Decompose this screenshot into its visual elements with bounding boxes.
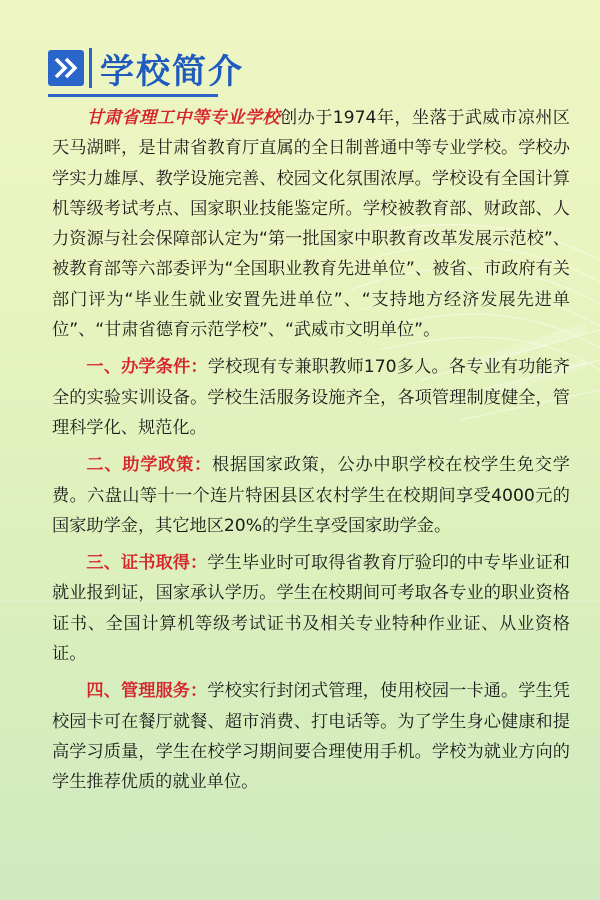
section-heading: 一、办学条件： [86, 357, 208, 378]
section-heading: 二、助学政策： [86, 455, 212, 476]
article-body [52, 103, 570, 798]
section-heading: 三、证书取得： [86, 553, 208, 574]
section-management [52, 676, 570, 797]
section-heading: 四、管理服务： [86, 681, 208, 702]
section-text: 学生毕业时可取得省教育厅验印的中专毕业证和就业报到证，国家承认学历。学生在校期间可考取各专业的职业资格证书、全国计算机等级考试证书及相关专业特种作业证、从业资格证。 [52, 553, 570, 665]
header-divider [89, 48, 92, 88]
section-text: 学校现有专兼职教师170多人。各专业有功能齐全的实验实训设备。学校生活服务设施齐全，各项管理制度健全，管理科学化、规范化。 [52, 357, 570, 438]
school-name: 甘肃省理工中等专业学校 [86, 108, 280, 128]
section-header [48, 46, 244, 90]
double-chevron-right-icon [48, 50, 84, 86]
section-text: 根据国家政策，公办中职学校在校学生免交学费。六盘山等十一个连片特困县区农村学生在校期间享受4000元的国家助学金，其它地区20%的学生享受国家助学金。 [52, 455, 570, 536]
intro-text: 创办于1974年，坐落于武威市凉州区天马湖畔，是甘肃省教育厅直属的全日制普通中等专业学校。学校办学实力雄厚、教学设施完善、校园文化氛围浓厚。学校设有全国计算机等级考试考点、国家职业技能鉴定所。学校被教育部、财政部、人力资源与社会保障部认定为“第一批国家中职教育改革发展示范校”、 被教育部等六部委评为“全国职业教育先进单位”、被省、市政府有关部门评为“毕业生就业安置先进单位”、“支持地方经济发展先进单位”、“甘肃省德育示范学校”、“武威市文明单位”。 [52, 108, 570, 341]
intro-paragraph [52, 103, 570, 345]
section-text: 学校实行封闭式管理，使用校园一卡通。学生凭校园卡可在餐厅就餐、超市消费、打电话等。为了学生身心健康和提高学习质量，学生在校学习期间要合理使用手机。学校为就业方向的学生推荐优质的就业单位。 [52, 681, 570, 793]
section-aid-policy [52, 450, 570, 541]
section-certificates [52, 548, 570, 669]
page-title: 学校简介 [100, 51, 244, 92]
section-conditions [52, 352, 570, 443]
title-underline [48, 94, 218, 97]
